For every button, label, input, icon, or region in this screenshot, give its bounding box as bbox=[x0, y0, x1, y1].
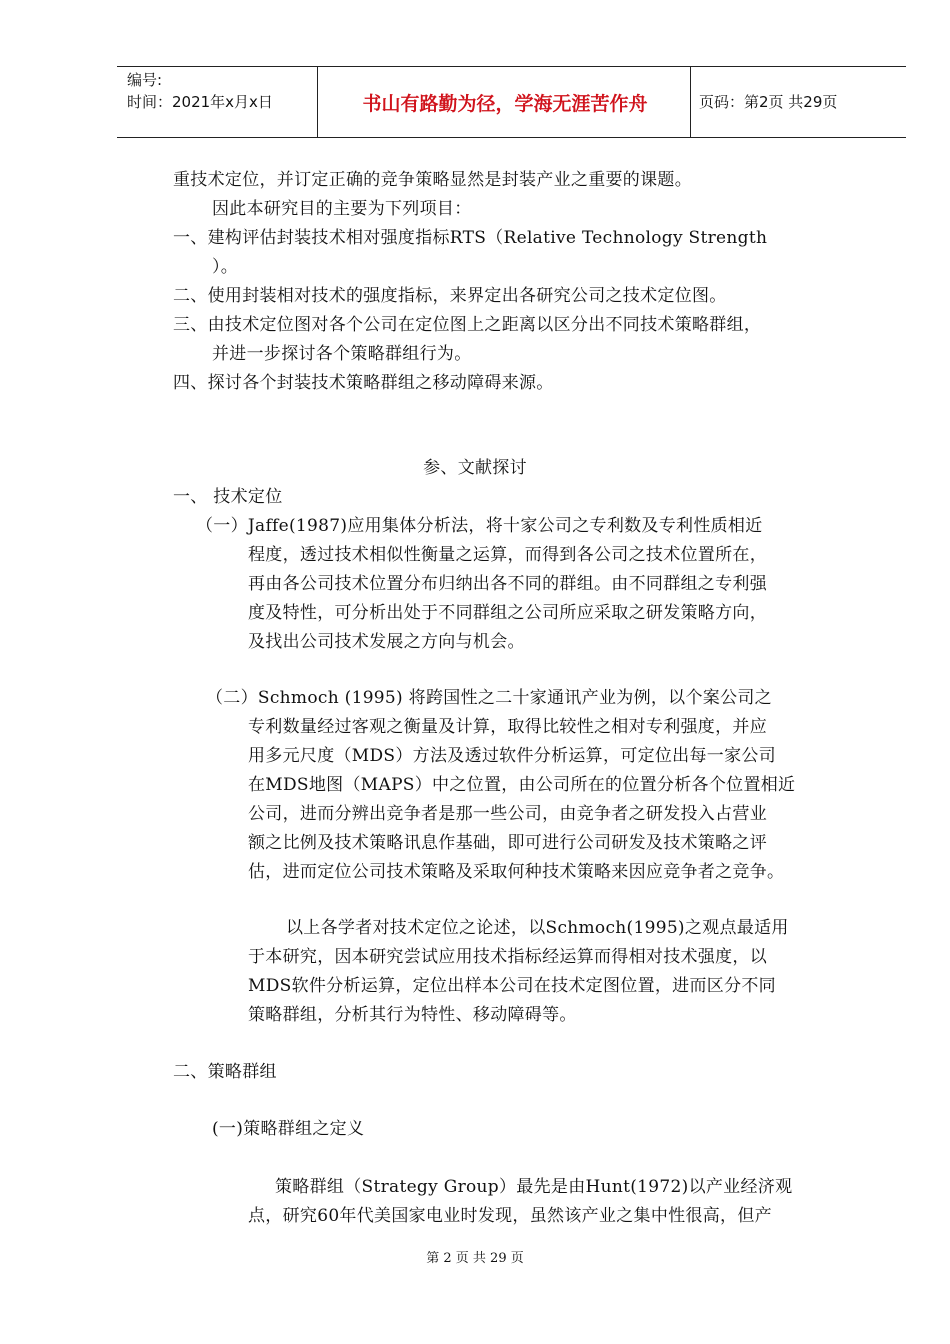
paragraph-line: 策略群组，分析其行为特性、移动障碍等。 bbox=[248, 1005, 577, 1025]
paragraph-line: （一）Jaffe(1987)应用集体分析法，将十家公司之专利数及专利性质相近 bbox=[196, 516, 763, 536]
paragraph-line: （二）Schmoch (1995) 将跨国性之二十家通讯产业为例，以个案公司之 bbox=[206, 688, 772, 708]
number-label: 编号: bbox=[127, 71, 163, 89]
header-divider bbox=[317, 67, 318, 137]
paragraph-line: 用多元尺度（MDS）方法及透过软件分析运算，可定位出每一家公司 bbox=[248, 746, 776, 766]
subsection-heading: (一)策略群组之定义 bbox=[212, 1119, 365, 1139]
paragraph-line: 公司，进而分辨出竞争者是那一些公司，由竞争者之研发投入占营业 bbox=[248, 804, 767, 824]
paragraph-line: 再由各公司技术位置分布归纳出各不同的群组。由不同群组之专利强 bbox=[248, 574, 767, 594]
paragraph-line: 策略群组（Strategy Group）最先是由Hunt(1972)以产业经济观 bbox=[275, 1177, 793, 1197]
list-item: 三、由技术定位图对各个公司在定位图上之距离以区分出不同技术策略群组， bbox=[173, 315, 762, 335]
paragraph-line: 估，进而定位公司技术策略及采取何种技术策略来因应竞争者之竞争。 bbox=[248, 862, 785, 882]
subsection-heading: 二、策略群组 bbox=[173, 1062, 277, 1082]
list-item: 二、使用封装相对技术的强度指标，来界定出各研究公司之技术定位图。 bbox=[173, 286, 727, 306]
page-header bbox=[117, 66, 906, 138]
list-item: 一、建构评估封装技术相对强度指标RTS（Relative Technology Strength bbox=[173, 228, 768, 248]
paragraph-line: 于本研究，因本研究尝试应用技术指标经运算而得相对技术强度，以 bbox=[248, 947, 767, 967]
body-line: 因此本研究目的主要为下列项目： bbox=[212, 199, 472, 219]
subsection-heading: 一、 技术定位 bbox=[173, 487, 283, 507]
paragraph-line: 专利数量经过客观之衡量及计算，取得比较性之相对专利强度，并应 bbox=[248, 717, 767, 737]
page-footer: 第 2 页 共 29 页 bbox=[426, 1251, 524, 1266]
paragraph-line: 点，研究60年代美国家电业时发现，虽然该产业之集中性很高，但产 bbox=[248, 1206, 772, 1226]
header-page-label: 页码：第2页 共29页 bbox=[699, 93, 838, 111]
paragraph-line: 在MDS地图（MAPS）中之位置，由公司所在的位置分析各个位置相近 bbox=[248, 775, 796, 795]
paragraph-line: 程度，透过技术相似性衡量之运算，而得到各公司之技术位置所在， bbox=[248, 545, 767, 565]
list-item: 四、探讨各个封装技术策略群组之移动障碍来源。 bbox=[173, 373, 554, 393]
header-motto: 书山有路勤为径，学海无涯苦作舟 bbox=[362, 93, 648, 115]
list-item-continued: 并进一步探讨各个策略群组行为。 bbox=[212, 344, 472, 364]
time-label: 时间：2021年x月x日 bbox=[127, 93, 273, 111]
paragraph-line: 以上各学者对技术定位之论述，以Schmoch(1995)之观点最适用 bbox=[286, 918, 789, 938]
body-line: 重技术定位，并订定正确的竞争策略显然是封装产业之重要的课题。 bbox=[173, 170, 692, 190]
paragraph-line: MDS软件分析运算，定位出样本公司在技术定图位置，进而区分不同 bbox=[248, 976, 776, 996]
paragraph-line: 额之比例及技术策略讯息作基础，即可进行公司研发及技术策略之评 bbox=[248, 833, 767, 853]
paragraph-line: 及找出公司技术发展之方向与机会。 bbox=[248, 632, 525, 652]
list-item-continued: ）。 bbox=[212, 257, 239, 277]
paragraph-line: 度及特性，可分析出处于不同群组之公司所应采取之研发策略方向， bbox=[248, 603, 767, 623]
header-meta bbox=[127, 69, 273, 113]
section-title: 参、文献探讨 bbox=[423, 458, 527, 478]
